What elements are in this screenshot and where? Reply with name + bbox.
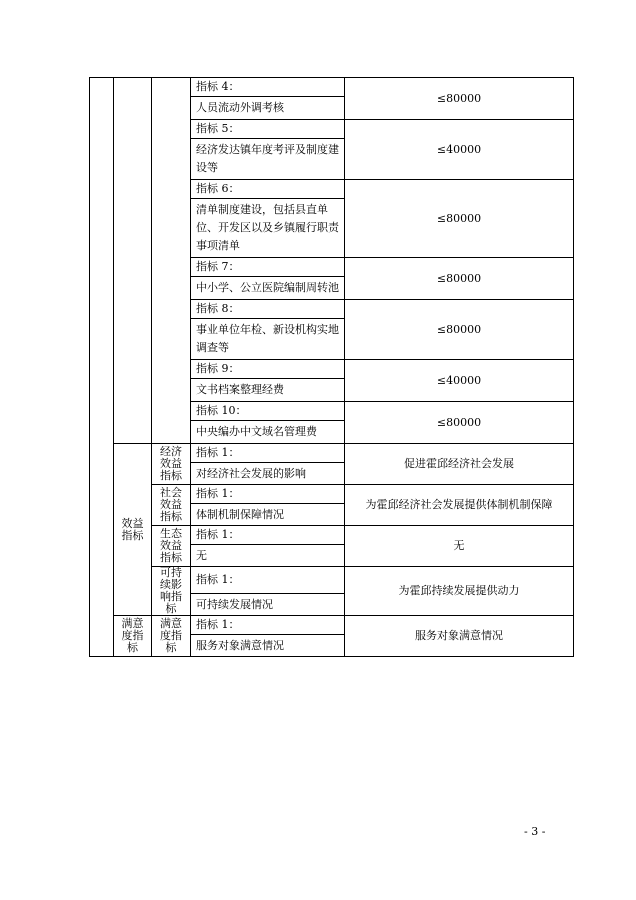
indicator-value: ≤80000: [345, 300, 574, 360]
indicator-label: 指标 9：: [191, 360, 345, 379]
indicator-title: 中央编办中文域名管理费: [191, 421, 345, 444]
level1-cell-output: [114, 78, 152, 444]
indicator-label: 指标 1：: [191, 567, 345, 594]
indicator-value: ≤80000: [345, 402, 574, 444]
level2-cell: 可持续影响指标: [152, 567, 191, 616]
indicator-title: 人员流动外调考核: [191, 97, 345, 120]
page-number: - 3 -: [524, 825, 546, 838]
indicator-title: 体制机制保障情况: [191, 504, 345, 526]
level1-cell-satisfaction: 满意度指标: [114, 616, 152, 657]
performance-indicator-table: [89, 77, 574, 657]
table-row: [90, 444, 574, 463]
table-body: [90, 78, 574, 657]
level2-cell-satisfaction: 满意度指标: [152, 616, 191, 657]
indicator-value: 服务对象满意情况: [345, 616, 574, 657]
indicator-title: 中小学、公立医院编制周转池: [191, 277, 345, 300]
indicator-label: 指标 4：: [191, 78, 345, 97]
indicator-label: 指标 1：: [191, 485, 345, 504]
indicator-title: 对经济社会发展的影响: [191, 463, 345, 485]
indicator-title: 清单制度建设，包括县直单位、开发区以及乡镇履行职责事项清单: [191, 199, 345, 258]
table-row: [90, 526, 574, 545]
indicator-label: 指标 8：: [191, 300, 345, 319]
indicator-label: 指标 1：: [191, 444, 345, 463]
indicator-label: 指标 1：: [191, 526, 345, 545]
indicator-value: 为霍邱经济社会发展提供体制机制保障: [345, 485, 574, 526]
indicator-value: ≤80000: [345, 78, 574, 120]
indicator-label: 指标 6：: [191, 180, 345, 199]
level0-cell: [90, 78, 114, 657]
level2-cell: 生态效益指标: [152, 526, 191, 567]
indicator-value: ≤40000: [345, 120, 574, 180]
indicator-label: 指标 1：: [191, 616, 345, 635]
indicator-title: 服务对象满意情况: [191, 635, 345, 657]
level2-cell: 社会效益指标: [152, 485, 191, 526]
indicator-value: ≤80000: [345, 180, 574, 258]
level2-cell: 经济效益指标: [152, 444, 191, 485]
table-row: [90, 616, 574, 635]
indicator-title: 经济发达镇年度考评及制度建设等: [191, 139, 345, 180]
indicator-label: 指标 7：: [191, 258, 345, 277]
indicator-value: 为霍邱持续发展提供动力: [345, 567, 574, 616]
indicator-title: 文书档案整理经费: [191, 379, 345, 402]
table-row: [90, 78, 574, 97]
indicator-label: 指标 10：: [191, 402, 345, 421]
indicator-value: ≤40000: [345, 360, 574, 402]
indicator-title: 无: [191, 545, 345, 567]
level1-cell-benefit: 效益指标: [114, 444, 152, 616]
level2-cell-output: [152, 78, 191, 444]
indicator-label: 指标 5：: [191, 120, 345, 139]
indicator-title: 事业单位年检、新设机构实地调查等: [191, 319, 345, 360]
table-row: [90, 567, 574, 594]
table-row: [90, 485, 574, 504]
indicator-value: 促进霍邱经济社会发展: [345, 444, 574, 485]
indicator-value: 无: [345, 526, 574, 567]
indicator-title: 可持续发展情况: [191, 594, 345, 616]
indicator-value: ≤80000: [345, 258, 574, 300]
